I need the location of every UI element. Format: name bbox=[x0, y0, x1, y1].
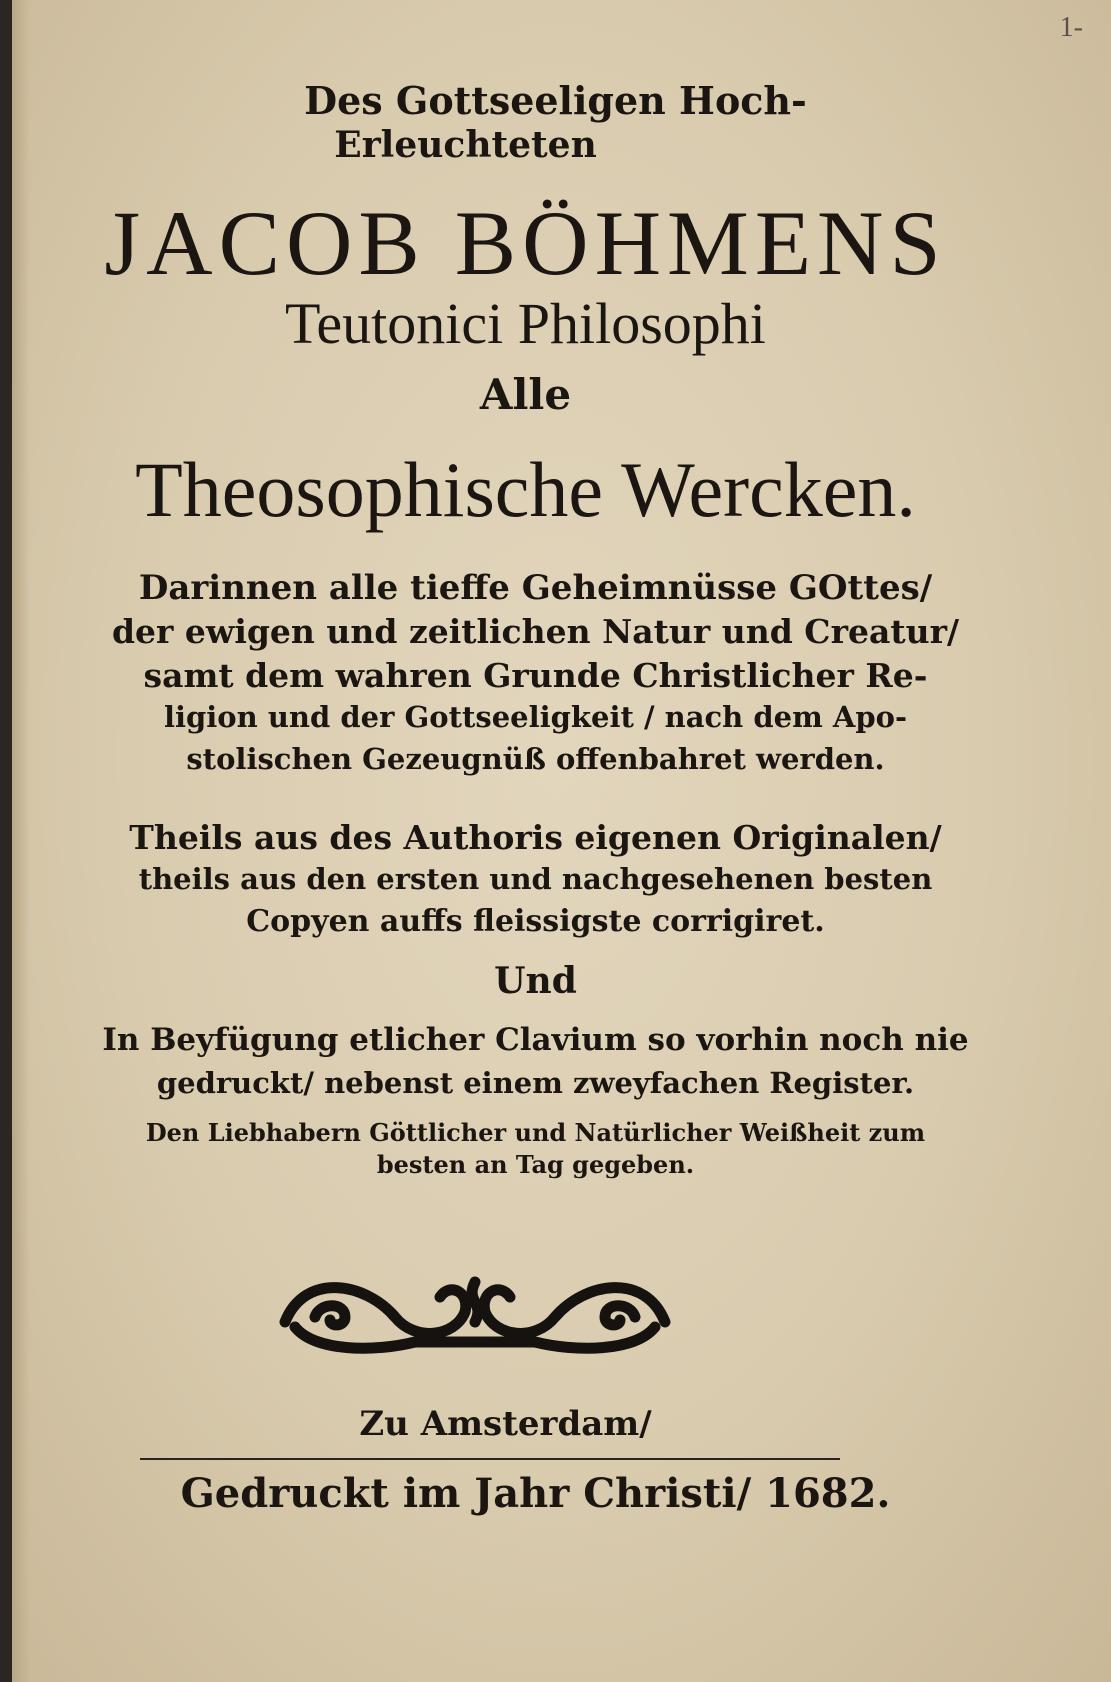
title-line-2: Erleuchteten bbox=[334, 124, 597, 166]
sources-line: Theils aus des Authoris eigenen Originalen/ bbox=[129, 818, 942, 857]
page-mark: 1- bbox=[1059, 12, 1083, 43]
dedication-line: besten an Tag gegeben. bbox=[376, 1150, 695, 1179]
author-name: JACOB BÖHMENS bbox=[104, 192, 947, 294]
title-line-1: Des Gottseeligen Hoch- bbox=[304, 78, 807, 123]
dedication-line: Den Liebhabern Göttlicher und Natürlicher Weißheit zum bbox=[145, 1118, 926, 1147]
author-subtitle: Teutonici Philosophi bbox=[285, 291, 766, 356]
appendix-line: In Beyfügung etlicher Clavium so vorhin noch nie bbox=[102, 1022, 969, 1058]
appendix-line: gedruckt/ nebenst einem zweyfachen Register. bbox=[156, 1066, 915, 1100]
imprint-place: Zu Amsterdam/ bbox=[359, 1404, 652, 1444]
work-title: Theosophische Wercken. bbox=[135, 446, 916, 533]
und-heading: Und bbox=[494, 960, 577, 1002]
description-line: Darinnen alle tieffe Geheimnüsse GOttes/ bbox=[138, 568, 933, 608]
sources-line: theils aus den ersten und nachgesehenen besten bbox=[138, 862, 933, 896]
ornament-flourish bbox=[275, 1262, 675, 1357]
description-line: ligion und der Gottseeligkeit / nach dem Apo- bbox=[163, 700, 908, 734]
description-line: stolischen Gezeugnüß offenbahret werden. bbox=[186, 742, 885, 776]
description-line: der ewigen und zeitlichen Natur und Creatur/ bbox=[111, 612, 960, 651]
sources-line: Copyen auffs fleissigste corrigiret. bbox=[246, 904, 825, 939]
title-alle: Alle bbox=[479, 370, 572, 419]
imprint-printed: Gedruckt im Jahr Christi/ 1682. bbox=[180, 1470, 891, 1517]
imprint-rule bbox=[140, 1458, 840, 1460]
description-line: samt dem wahren Grunde Christlicher Re- bbox=[143, 656, 928, 695]
